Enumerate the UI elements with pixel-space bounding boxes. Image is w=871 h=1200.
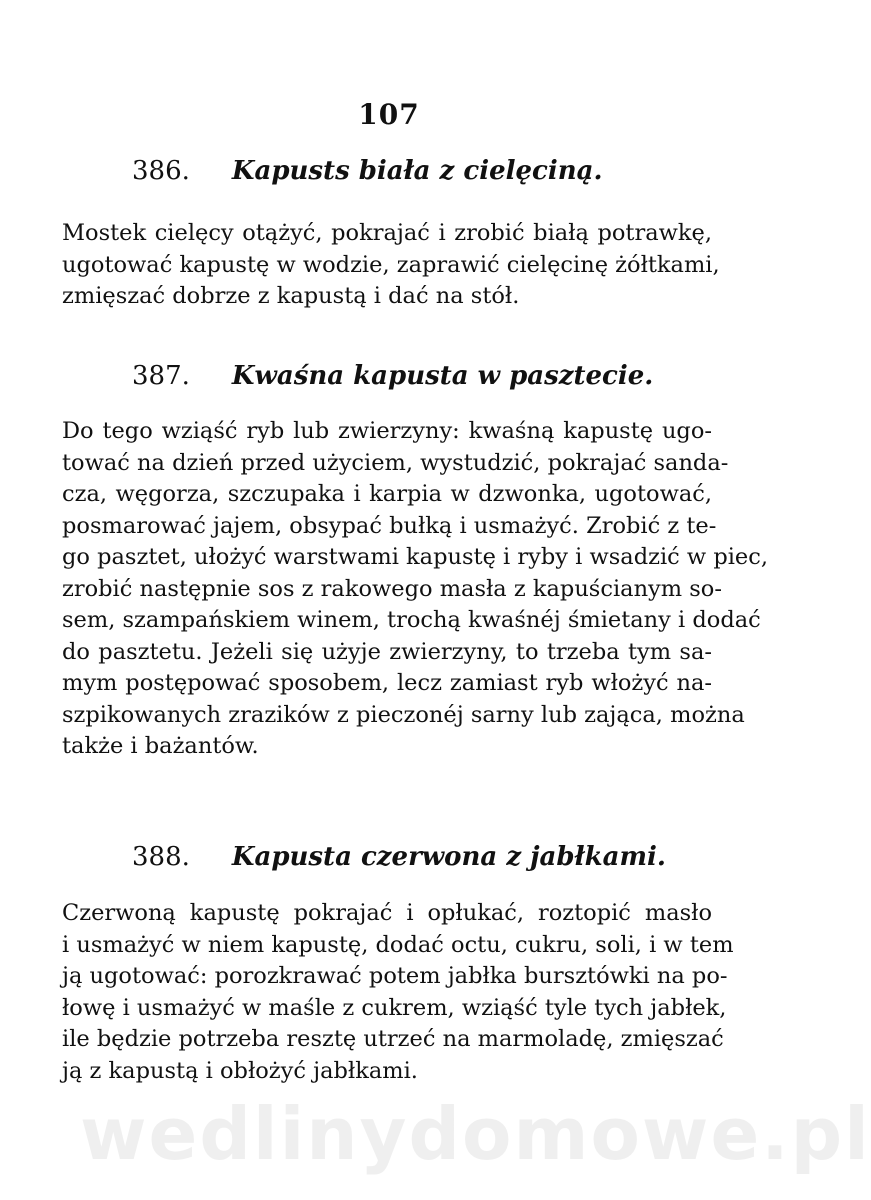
page-number: 107 (358, 98, 420, 131)
text-line: ile będzie potrzeba resztę utrzeć na marmoladę, zmięszać (62, 1026, 724, 1052)
text-line: go pasztet, ułożyć warstwami kapustę i ryby i wsadzić w piec, (62, 544, 768, 570)
text-line: szpikowanych zrazików z pieczonéj sarny lub zająca, można (62, 701, 745, 728)
recipe-title: Kapusts biała z cielęciną. (231, 156, 603, 186)
recipe-body-387 (62, 416, 768, 763)
text-line: zrobić następnie sos z rakowego masła z kapuścianym so- (62, 575, 722, 602)
recipe-body-388 (62, 898, 734, 1087)
text-line: i usmażyć w niem kapustę, dodać octu, cukru, soli, i w tem (62, 931, 734, 958)
recipe-number: 388. (132, 842, 190, 872)
text-line: Czerwoną kapustę pokrajać i opłukać, roztopić masło (62, 900, 712, 926)
text-line: posmarować jajem, obsypać bułką i usmażyć. Zrobić z te- (62, 512, 717, 539)
recipe-number: 387. (132, 361, 190, 391)
watermark: wedlinydomowe.pl (80, 1092, 871, 1176)
recipe-heading-386 (132, 156, 603, 186)
recipe-number: 386. (132, 156, 190, 186)
recipe-body-386 (62, 218, 720, 313)
text-line: ją z kapustą i obłożyć jabłkami. (62, 1057, 418, 1084)
text-line: mym postępować sposobem, lecz zamiast ryb włożyć na- (62, 670, 712, 696)
text-line: sem, szampańskiem winem, trochą kwaśnéj śmietany i dodać (62, 607, 761, 633)
text-line: zmięszać dobrze z kapustą i dać na stół. (62, 283, 520, 309)
text-line: łowę i usmażyć w maśle z cukrem, wziąść tyle tych jabłek, (62, 994, 727, 1021)
recipe-title: Kapusta czerwona z jabłkami. (231, 842, 666, 872)
text-line: tować na dzień przed użyciem, wystudzić, pokrajać sanda- (62, 449, 729, 476)
recipe-heading-387 (132, 361, 653, 391)
text-line: ją ugotować: porozkrawać potem jabłka bursztówki na po- (62, 963, 728, 989)
text-line: także i bażantów. (62, 733, 259, 759)
text-line: Do tego wziąść ryb lub zwierzyny: kwaśną kapustę ugo- (62, 418, 712, 444)
text-line: ugotować kapustę w wodzie, zaprawić cielęcinę żółtkami, (62, 251, 720, 278)
recipe-heading-388 (132, 842, 666, 872)
text-line: Mostek cielęcy otążyć, pokrajać i zrobić białą potrawkę, (62, 220, 712, 246)
recipe-title: Kwaśna kapusta w pasztecie. (231, 361, 654, 391)
text-line: cza, węgorza, szczupaka i karpia w dzwonka, ugotować, (62, 481, 712, 507)
text-line: do pasztetu. Jeżeli się użyje zwierzyny, to trzeba tym sa- (62, 638, 712, 665)
